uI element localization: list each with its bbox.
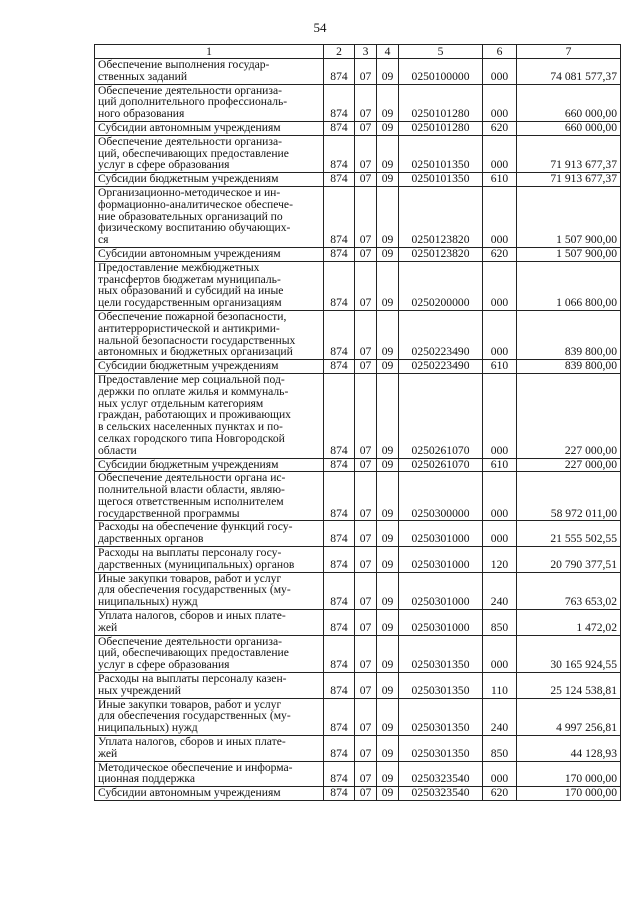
row-target-article: 0250301350 [399,673,483,699]
row-name: Субсидии автономным учреждениям [95,121,324,135]
header-col-3: 3 [355,45,377,59]
row-ved-code: 874 [324,135,355,172]
row-amount: 58 972 011,00 [517,472,621,521]
row-subsection: 09 [377,472,399,521]
budget-table [94,44,621,801]
row-target-article: 0250101350 [399,173,483,187]
row-target-article: 0250301350 [399,736,483,762]
row-target-article: 0250101280 [399,121,483,135]
row-section: 07 [355,135,377,172]
table-row [95,360,621,374]
row-amount: 71 913 677,37 [517,135,621,172]
row-section: 07 [355,521,377,547]
row-expense-type: 120 [483,547,517,573]
row-name: Обеспечение деятельности организа- ций дополнительного профессиональ- ного образования [95,84,324,121]
row-subsection: 09 [377,673,399,699]
row-subsection: 09 [377,135,399,172]
row-name: Расходы на обеспечение функций госу- дарственных органов [95,521,324,547]
row-expense-type: 610 [483,173,517,187]
table-row [95,610,621,636]
table-row [95,247,621,261]
row-name: Предоставление межбюджетных трансфертов бюджетам муниципаль- ных образований и субсидий на иные цели государственным организациям [95,261,324,310]
table-row [95,635,621,672]
row-ved-code: 874 [324,698,355,735]
row-section: 07 [355,458,377,472]
row-name: Иные закупки товаров, работ и услуг для обеспечения государственных (му- ниципальных) нужд [95,572,324,609]
row-expense-type: 620 [483,247,517,261]
row-section: 07 [355,736,377,762]
row-subsection: 09 [377,547,399,573]
row-name: Иные закупки товаров, работ и услуг для обеспечения государственных (му- ниципальных) нужд [95,698,324,735]
row-expense-type: 110 [483,673,517,699]
row-ved-code: 874 [324,247,355,261]
row-ved-code: 874 [324,360,355,374]
row-amount: 30 165 924,55 [517,635,621,672]
row-section: 07 [355,698,377,735]
row-amount: 763 653,02 [517,572,621,609]
row-expense-type: 850 [483,610,517,636]
row-expense-type: 620 [483,787,517,801]
row-expense-type: 850 [483,736,517,762]
row-amount: 4 997 256,81 [517,698,621,735]
page-number: 54 [313,20,327,35]
row-name: Методическое обеспечение и информа- ционная поддержка [95,761,324,787]
row-expense-type: 000 [483,135,517,172]
row-subsection: 09 [377,761,399,787]
row-amount: 839 800,00 [517,310,621,359]
row-subsection: 09 [377,84,399,121]
row-section: 07 [355,261,377,310]
row-ved-code: 874 [324,761,355,787]
table-row [95,736,621,762]
row-name: Обеспечение деятельности организа- ций, обеспечивающих предоставление услуг в сфере образования [95,635,324,672]
row-amount: 227 000,00 [517,458,621,472]
row-expense-type: 000 [483,84,517,121]
row-section: 07 [355,173,377,187]
row-target-article: 0250323540 [399,787,483,801]
row-amount: 71 913 677,37 [517,173,621,187]
table-row [95,173,621,187]
row-amount: 660 000,00 [517,121,621,135]
row-subsection: 09 [377,610,399,636]
row-amount: 660 000,00 [517,84,621,121]
row-subsection: 09 [377,59,399,85]
row-target-article: 0250261070 [399,458,483,472]
row-name: Обеспечение пожарной безопасности, антитеррористической и антикрими- нальной безопасности государственных автономных и бюджетных организаций [95,310,324,359]
row-expense-type: 000 [483,761,517,787]
row-target-article: 0250223490 [399,310,483,359]
row-subsection: 09 [377,310,399,359]
row-ved-code: 874 [324,310,355,359]
table-row [95,135,621,172]
row-ved-code: 874 [324,673,355,699]
row-subsection: 09 [377,360,399,374]
header-row [95,45,621,59]
row-target-article: 0250100000 [399,59,483,85]
row-name: Субсидии автономным учреждениям [95,787,324,801]
row-ved-code: 874 [324,472,355,521]
row-target-article: 0250223490 [399,360,483,374]
table-row [95,787,621,801]
row-amount: 1 472,02 [517,610,621,636]
row-name: Обеспечение деятельности организа- ций, обеспечивающих предоставление услуг в сфере образования [95,135,324,172]
row-amount: 44 128,93 [517,736,621,762]
row-name: Субсидии бюджетным учреждениям [95,173,324,187]
row-name: Организационно-методическое и ин- формационно-аналитическое обеспече- ние образовательных организаций по физическому воспитанию обучающих- ся [95,186,324,247]
row-expense-type: 240 [483,698,517,735]
row-name: Субсидии бюджетным учреждениям [95,458,324,472]
row-section: 07 [355,610,377,636]
row-section: 07 [355,59,377,85]
row-amount: 25 124 538,81 [517,673,621,699]
row-name: Предоставление мер социальной под- держки по оплате жилья и коммуналь- ных услуг отдельным категориям граждан, работающих и проживающих в сельских населенных пунктах и по- селках городского типа Новгородской области [95,373,324,458]
table-row [95,186,621,247]
row-section: 07 [355,572,377,609]
row-target-article: 0250323540 [399,761,483,787]
table-row [95,698,621,735]
row-target-article: 0250300000 [399,472,483,521]
row-target-article: 0250101350 [399,135,483,172]
row-expense-type: 000 [483,521,517,547]
table-row [95,521,621,547]
row-subsection: 09 [377,173,399,187]
table-row [95,472,621,521]
row-subsection: 09 [377,186,399,247]
row-ved-code: 874 [324,736,355,762]
row-target-article: 0250101280 [399,84,483,121]
row-amount: 227 000,00 [517,373,621,458]
row-section: 07 [355,547,377,573]
table-row [95,59,621,85]
row-expense-type: 000 [483,310,517,359]
row-name: Субсидии автономным учреждениям [95,247,324,261]
table-row [95,121,621,135]
header-col-2: 2 [324,45,355,59]
table-row [95,761,621,787]
row-target-article: 0250123820 [399,247,483,261]
row-target-article: 0250301350 [399,635,483,672]
row-expense-type: 000 [483,186,517,247]
row-section: 07 [355,310,377,359]
row-section: 07 [355,472,377,521]
table-row [95,373,621,458]
row-target-article: 0250123820 [399,186,483,247]
row-ved-code: 874 [324,121,355,135]
row-expense-type: 000 [483,373,517,458]
row-target-article: 0250261070 [399,373,483,458]
row-expense-type: 620 [483,121,517,135]
row-subsection: 09 [377,698,399,735]
row-name: Обеспечение выполнения государ- ственных заданий [95,59,324,85]
row-subsection: 09 [377,572,399,609]
row-name: Расходы на выплаты персоналу казен- ных учреждений [95,673,324,699]
row-ved-code: 874 [324,261,355,310]
table-row [95,310,621,359]
row-target-article: 0250301000 [399,547,483,573]
row-section: 07 [355,121,377,135]
row-amount: 74 081 577,37 [517,59,621,85]
row-section: 07 [355,673,377,699]
header-col-7: 7 [517,45,621,59]
row-amount: 1 066 800,00 [517,261,621,310]
row-target-article: 0250301350 [399,698,483,735]
row-amount: 20 790 377,51 [517,547,621,573]
row-section: 07 [355,761,377,787]
row-ved-code: 874 [324,458,355,472]
row-ved-code: 874 [324,521,355,547]
row-ved-code: 874 [324,635,355,672]
row-section: 07 [355,635,377,672]
row-name: Обеспечение деятельности органа ис- полнительной власти области, являю- щегося ответственным исполнителем государственной программы [95,472,324,521]
row-name: Уплата налогов, сборов и иных плате- жей [95,610,324,636]
header-col-5: 5 [399,45,483,59]
row-section: 07 [355,84,377,121]
header-col-4: 4 [377,45,399,59]
row-subsection: 09 [377,787,399,801]
row-subsection: 09 [377,261,399,310]
row-ved-code: 874 [324,173,355,187]
header-col-1: 1 [95,45,324,59]
row-expense-type: 610 [483,360,517,374]
row-subsection: 09 [377,521,399,547]
row-amount: 170 000,00 [517,787,621,801]
table-row [95,572,621,609]
table-row [95,458,621,472]
row-section: 07 [355,247,377,261]
row-subsection: 09 [377,247,399,261]
row-section: 07 [355,360,377,374]
table-row [95,261,621,310]
row-section: 07 [355,373,377,458]
row-ved-code: 874 [324,787,355,801]
row-name: Субсидии бюджетным учреждениям [95,360,324,374]
row-expense-type: 610 [483,458,517,472]
table-body [95,59,621,801]
row-target-article: 0250301000 [399,572,483,609]
row-subsection: 09 [377,736,399,762]
row-subsection: 09 [377,635,399,672]
row-ved-code: 874 [324,373,355,458]
row-ved-code: 874 [324,84,355,121]
header-col-6: 6 [483,45,517,59]
row-ved-code: 874 [324,59,355,85]
row-amount: 170 000,00 [517,761,621,787]
row-target-article: 0250200000 [399,261,483,310]
row-amount: 1 507 900,00 [517,247,621,261]
row-name: Уплата налогов, сборов и иных плате- жей [95,736,324,762]
row-section: 07 [355,787,377,801]
row-ved-code: 874 [324,610,355,636]
row-expense-type: 000 [483,261,517,310]
row-name: Расходы на выплаты персоналу госу- дарственных (муниципальных) органов [95,547,324,573]
row-amount: 839 800,00 [517,360,621,374]
row-target-article: 0250301000 [399,521,483,547]
row-expense-type: 000 [483,635,517,672]
row-ved-code: 874 [324,547,355,573]
row-target-article: 0250301000 [399,610,483,636]
table-row [95,84,621,121]
row-expense-type: 240 [483,572,517,609]
row-ved-code: 874 [324,186,355,247]
row-subsection: 09 [377,121,399,135]
table-row [95,673,621,699]
row-ved-code: 874 [324,572,355,609]
row-section: 07 [355,186,377,247]
row-subsection: 09 [377,458,399,472]
row-amount: 21 555 502,55 [517,521,621,547]
row-amount: 1 507 900,00 [517,186,621,247]
row-expense-type: 000 [483,59,517,85]
row-subsection: 09 [377,373,399,458]
row-expense-type: 000 [483,472,517,521]
table-row [95,547,621,573]
